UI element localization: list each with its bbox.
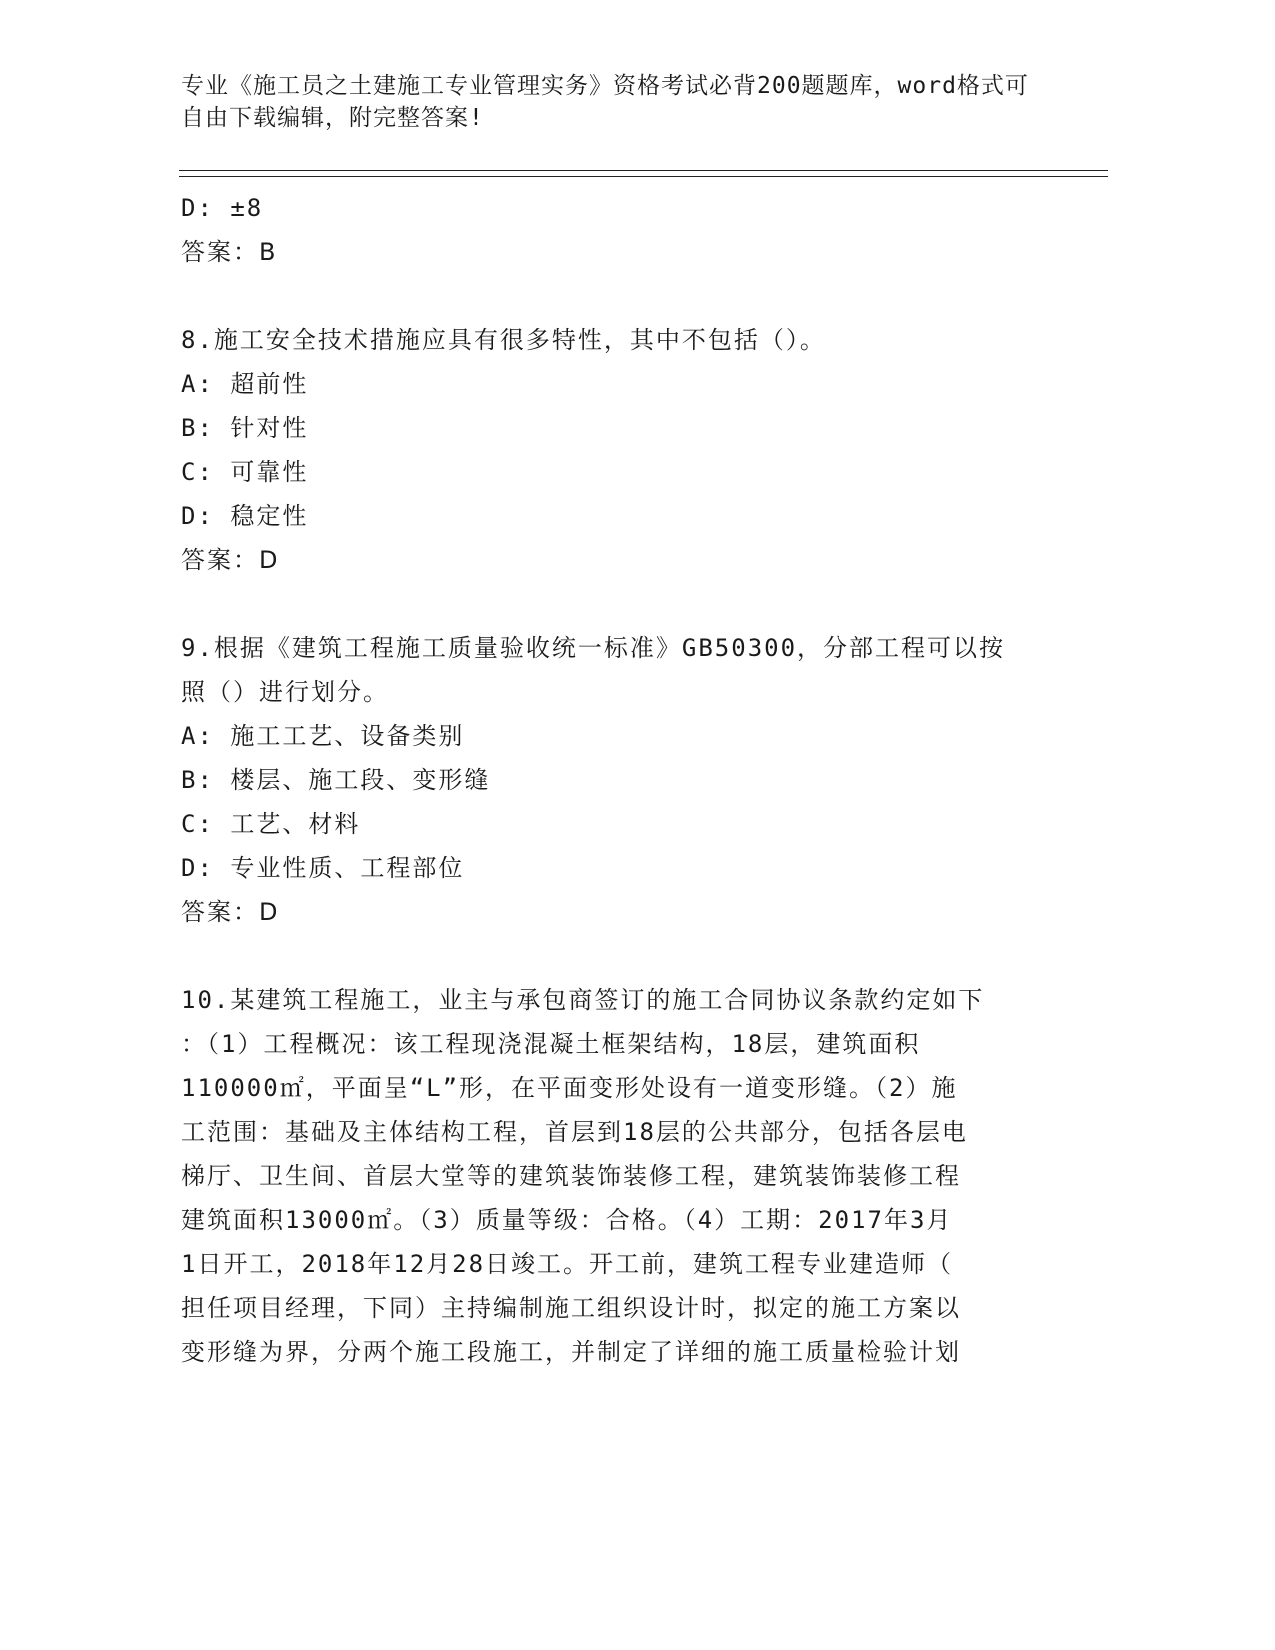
question-8-block: [181, 318, 1041, 582]
question-8-option-b: B: 针对性: [181, 414, 309, 442]
question-10-line: 工范围：基础及主体结构工程，首层到18层的公共部分，包括各层电: [181, 1118, 968, 1146]
question-7-block: [181, 186, 1041, 274]
question-10-text: [181, 978, 1041, 1374]
spacer: [181, 934, 1041, 978]
question-10-line: 变形缝为界，分两个施工段施工，并制定了详细的施工质量检验计划: [181, 1338, 961, 1366]
header-divider-top: [179, 170, 1108, 171]
question-8-option-c: C: 可靠性: [181, 458, 309, 486]
question-9-text-line-1: 9.根据《建筑工程施工质量验收统一标准》GB50300，分部工程可以按: [181, 634, 1006, 662]
question-9-block: [181, 626, 1041, 934]
question-10-line: 梯厅、卫生间、首层大堂等的建筑装饰装修工程，建筑装饰装修工程: [181, 1162, 961, 1190]
question-10-line: 建筑面积13000㎡。（3）质量等级：合格。（4）工期：2017年3月: [181, 1206, 953, 1234]
question-9-answer: 答案：D: [181, 898, 280, 926]
question-9-option-a: A: 施工工艺、设备类别: [181, 722, 465, 750]
question-9-option-b: B: 楼层、施工段、变形缝: [181, 766, 491, 794]
page-header: [181, 70, 1041, 134]
question-8-option-d: D: 稳定性: [181, 502, 309, 530]
question-9-option-c: C: 工艺、材料: [181, 810, 361, 838]
header-divider-bottom: [179, 176, 1108, 177]
question-9-option-d: D: 专业性质、工程部位: [181, 854, 465, 882]
spacer: [181, 582, 1041, 626]
document-body: [181, 186, 1041, 1374]
question-10-line: 1日开工，2018年12月28日竣工。开工前，建筑工程专业建造师（: [181, 1250, 954, 1278]
question-7-answer: 答案：B: [181, 238, 278, 266]
question-9-text-line-2: 照（）进行划分。: [181, 678, 389, 706]
question-10-line: 担任项目经理，下同）主持编制施工组织设计时，拟定的施工方案以: [181, 1294, 961, 1322]
question-10-line: ：（1）工程概况：该工程现浇混凝土框架结构，18层，建筑面积: [181, 1030, 921, 1058]
question-10-line: 10.某建筑工程施工，业主与承包商签订的施工合同协议条款约定如下: [181, 986, 985, 1014]
question-10-line: 110000㎡，平面呈“L”形，在平面变形处设有一道变形缝。（2）施: [181, 1074, 958, 1102]
spacer: [181, 274, 1041, 318]
header-title-line-2: 自由下载编辑，附完整答案!: [181, 105, 484, 131]
question-8-answer: 答案：D: [181, 546, 280, 574]
header-title-line-1: 专业《施工员之土建施工专业管理实务》资格考试必背200题题库，word格式可: [181, 73, 1029, 99]
question-8-option-a: A: 超前性: [181, 370, 309, 398]
question-8-text: 8.施工安全技术措施应具有很多特性，其中不包括（）。: [181, 326, 826, 354]
question-7-option-d: D: ±8: [181, 194, 264, 222]
